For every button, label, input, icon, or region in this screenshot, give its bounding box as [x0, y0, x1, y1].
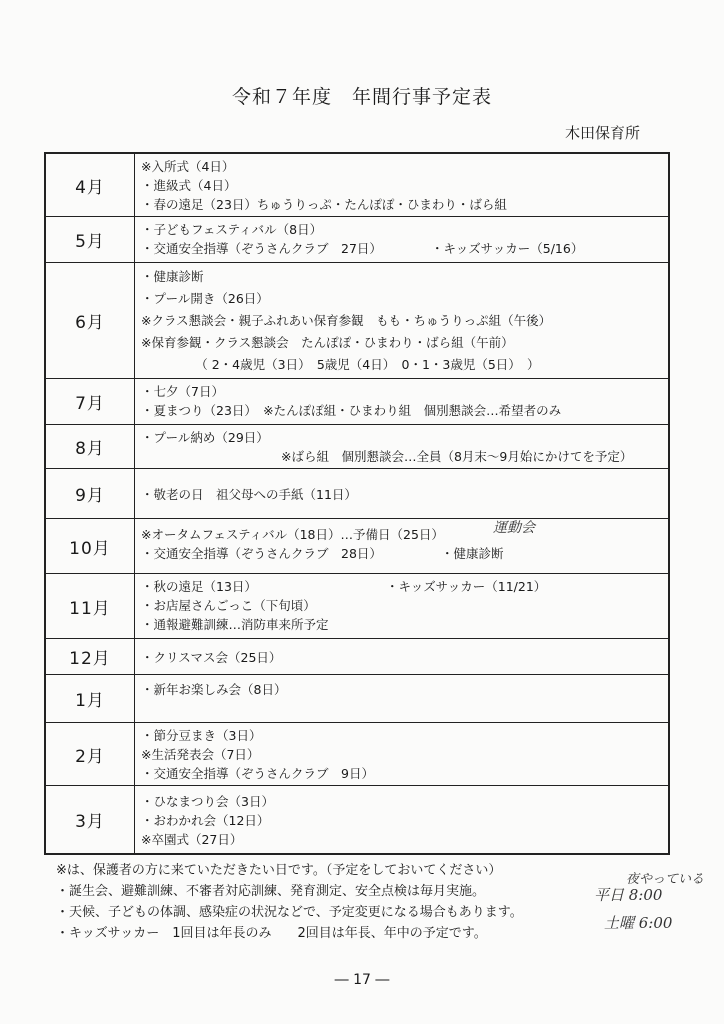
organization-name: 木田保育所: [564, 124, 640, 142]
month-label: 1月: [45, 675, 135, 723]
event-line: [141, 520, 662, 544]
table-row: [45, 574, 669, 639]
note-line: ・誕生会、避難訓練、不審者対応訓練、発育測定、安全点検は毎月実施。: [56, 884, 486, 899]
event-text: ・交通安全指導（ぞうさんクラブ 27日）: [141, 241, 382, 256]
month-label: 8月: [45, 425, 135, 469]
event-line: [141, 239, 662, 258]
table-row: [45, 217, 669, 263]
table-row: [45, 379, 669, 425]
month-label: 9月: [45, 469, 135, 519]
event-cell: [135, 639, 670, 675]
month-label: 7月: [45, 379, 135, 425]
month-label: 11月: [45, 574, 135, 639]
event-text: ・秋の遠足（13日）: [141, 579, 257, 594]
event-cell: [135, 675, 670, 723]
event-line: ・お店屋さんごっこ（下旬頃）: [141, 598, 316, 613]
event-cell: [135, 723, 670, 786]
event-cell: [135, 263, 670, 379]
event-line: ※生活発表会（7日）: [141, 747, 260, 762]
event-cell: [135, 425, 670, 469]
event-extra: ・キッズサッカー（11/21）: [386, 579, 547, 594]
event-cell: [135, 217, 670, 263]
table-row: [45, 519, 669, 574]
event-line: ・プール開き（26日）: [141, 291, 269, 306]
event-line: ・通報避難訓練…消防車来所予定: [141, 617, 329, 632]
event-line: ・クリスマス会（25日）: [141, 649, 282, 665]
event-line: ※保育参観・クラス懇談会 たんぽぽ・ひまわり・ばら組（午前）: [141, 335, 514, 350]
event-text: ※オータムフェスティバル（18日）…予備日（25日）: [141, 527, 444, 542]
month-label: 5月: [45, 217, 135, 263]
table-row: [45, 723, 669, 786]
event-cell: [135, 469, 670, 519]
event-line: ・節分豆まき（3日）: [141, 728, 262, 743]
event-extra: ・健康診断: [441, 546, 504, 561]
event-line: ・敬老の日 祖父母への手紙（11日）: [141, 486, 357, 502]
note-line: ※は、保護者の方に来ていただきたい日です。（予定をしておいてください）: [56, 863, 502, 878]
event-line: ・春の遠足（23日）ちゅうりっぷ・たんぽぽ・ひまわり・ばら組: [141, 197, 507, 212]
event-cell: [135, 379, 670, 425]
event-line: ・おわかれ会（12日）: [141, 813, 270, 828]
table-row: [45, 153, 669, 217]
table-row: [45, 675, 669, 723]
event-line: ・ひなまつり会（3日）: [141, 794, 274, 809]
event-line: ※入所式（4日）: [141, 159, 235, 174]
handwritten-note: 夜やっている: [626, 872, 705, 887]
event-line: [141, 577, 662, 596]
month-label: 10月: [45, 519, 135, 574]
event-line: （ 2・4歳児（3日） 5歳児（4日） 0・1・3歳児（5日） ）: [189, 357, 540, 372]
event-line: ・健康診断: [141, 269, 204, 284]
event-line: ※クラス懇談会・親子ふれあい保育参観 もも・ちゅうりっぷ組（午後）: [141, 313, 552, 328]
event-line: ・交通安全指導（ぞうさんクラブ 9日）: [141, 766, 374, 781]
event-line: ・進級式（4日）: [141, 178, 237, 193]
month-label: 6月: [45, 263, 135, 379]
event-line: ※卒園式（27日）: [141, 832, 243, 847]
event-line: ※ばら組 個別懇談会…全員（8月末～9月始にかけてを予定）: [281, 449, 633, 464]
note-line: ・キッズサッカー 1回目は年長のみ 2回目は年長、年中の予定です。: [56, 926, 487, 941]
event-cell: [135, 574, 670, 639]
event-line: ・新年お楽しみ会（8日）: [141, 682, 287, 697]
table-row: [45, 639, 669, 675]
event-cell: [135, 786, 670, 854]
page-number: ― 17 ―: [334, 972, 390, 988]
month-label: 2月: [45, 723, 135, 786]
month-label: 4月: [45, 153, 135, 217]
month-label: 3月: [45, 786, 135, 854]
event-cell: [135, 153, 670, 217]
event-line: ・子どもフェスティバル（8日）: [141, 222, 323, 237]
event-line: ・夏まつり（23日） ※たんぽぽ組・ひまわり組 個別懇談会…希望者のみ: [141, 403, 562, 418]
event-line: ・プール納め（29日）: [141, 430, 269, 445]
handwritten-note: 土曜 6:00: [604, 914, 673, 932]
month-label: 12月: [45, 639, 135, 675]
note-line: ・天候、子どもの体調、感染症の状況などで、予定変更になる場合もあります。: [56, 905, 523, 920]
event-extra: ・キッズサッカー（5/16）: [431, 241, 584, 256]
event-cell: [135, 519, 670, 574]
table-row: [45, 263, 669, 379]
page-title: 令和７年度 年間行事予定表: [231, 86, 492, 108]
handwritten-note: 平日 8:00: [594, 886, 663, 904]
event-line: [141, 544, 662, 563]
table-row: [45, 425, 669, 469]
schedule-table: [44, 152, 670, 855]
event-text: ・交通安全指導（ぞうさんクラブ 28日）: [141, 546, 382, 561]
handwritten-note: 運動会: [493, 520, 535, 536]
table-row: [45, 786, 669, 854]
notes: [56, 860, 523, 944]
table-row: [45, 469, 669, 519]
event-line: ・七夕（7日）: [141, 384, 224, 399]
